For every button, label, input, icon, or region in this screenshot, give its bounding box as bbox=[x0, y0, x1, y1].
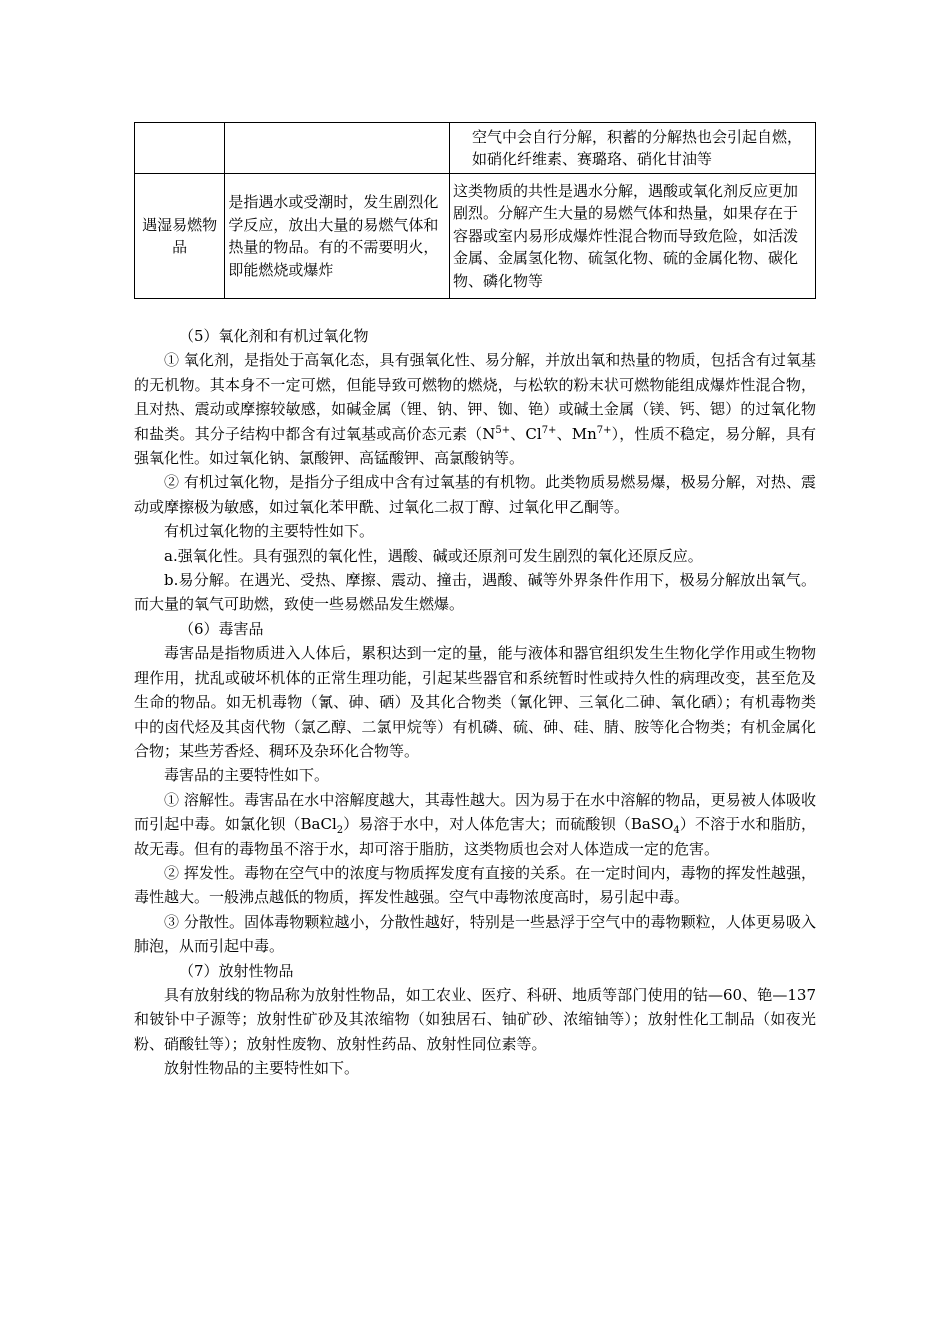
table-row bbox=[135, 123, 816, 174]
paragraph: 毒害品的主要特性如下。 bbox=[164, 766, 330, 785]
paragraph: ① 氧化剂，是指处于高氧化态，具有强氧化性、易分解，并放出氧和热量的物质，包括含有过氧基的无机物。其本身不一定可燃，但能导致可燃物的燃烧，与松软的粉末状可燃物能组成爆炸性混合物，且对热、震动或摩擦较敏感，如碱金属（锂、钠、钾、铷、铯）或碱土金属（镁、钙、锶）的过氧化物和盐类。其分子结构中都含有过氧基或高价态元素（$N^{5+}$、$Cl^{7+}$、$Mn^{7+}$），性质不稳定，易分解，具有强氧化性。如过氧化钠、氯酸钾、高锰酸钾、高氯酸钠等。 bbox=[134, 351, 816, 468]
paragraph: b.易分解。在遇光、受热、摩擦、震动、撞击，遇酸、碱等外界条件作用下，极易分解放出氧气。而大量的氧气可助燃，致使一些易燃品发生燃爆。 bbox=[134, 571, 816, 614]
document-body bbox=[134, 324, 816, 1081]
paragraph: ② 挥发性。毒物在空气中的浓度与物质挥发度有直接的关系。在一定时间内，毒物的挥发性越强，毒性越大。一般沸点越低的物质，挥发性越强。空气中毒物浓度高时，易引起中毒。 bbox=[134, 863, 816, 907]
paragraph: 有机过氧化物的主要特性如下。 bbox=[164, 522, 375, 541]
paragraph: 具有放射线的物品称为放射性物品，如工农业、医疗、科研、地质等部门使用的钴—60、铯—137和铍钋中子源等；放射性矿砂及其浓缩物（如独居石、铀矿砂、浓缩铀等）；放射性化工制品（如夜光粉、硝酸钍等）；放射性废物、放射性药品、放射性同位素等。 bbox=[134, 985, 816, 1053]
table-row bbox=[135, 174, 816, 299]
section-heading: （7）放射性物品 bbox=[179, 961, 294, 980]
table-cell-category: 遇湿易燃物品 bbox=[135, 174, 225, 299]
table-cell-definition: 是指遇水或受潮时，发生剧烈化学反应，放出大量的易燃气体和热量的物品。有的不需要明火，即能燃烧或爆炸 bbox=[225, 174, 450, 299]
hazard-table bbox=[134, 122, 816, 299]
section-heading: （6）毒害品 bbox=[179, 619, 264, 638]
paragraph: ③ 分散性。固体毒物颗粒越小，分散性越好，特别是一些悬浮于空气中的毒物颗粒，人体更易吸入肺泡，从而引起中毒。 bbox=[134, 912, 816, 956]
paragraph: 毒害品是指物质进入人体后，累积达到一定的量，能与液体和器官组织发生生物化学作用或生物物理作用，扰乱或破坏机体的正常生理功能，引起某些器官和系统暂时性或持久性的病理改变，甚至危及生命的物品。如无机毒物（氰、砷、硒）及其化合物类（氰化钾、三氧化二砷、氧化硒）；有机毒物类中的卤代烃及其卤代物（氯乙醇、二氯甲烷等）有机磷、硫、砷、硅、腈、胺等化合物类；有机金属化合物；某些芳香烃、稠环及杂环化合物等。 bbox=[134, 644, 816, 760]
paragraph: ① 溶解性。毒害品在水中溶解度越大，其毒性越大。因为易于在水中溶解的物品，更易被人体吸收而引起中毒。如氯化钡（BaCl$_2$）易溶于水中，对人体危害大；而硫酸钡（BaSO$_4$）不溶于水和脂肪，故无毒。但有的毒物虽不溶于水，却可溶于脂肪，这类物质也会对人体造成一定的危害。 bbox=[134, 790, 816, 858]
section-heading: （5）氧化剂和有机过氧化物 bbox=[179, 327, 369, 345]
table-cell-characteristics: 这类物质的共性是遇水分解，遇酸或氧化剂反应更加剧烈。分解产生大量的易燃气体和热量，如果存在于容器或室内易形成爆炸性混合物而导致危险，如活泼金属、金属氢化物、硫氢化物、硫的金属化物、碳化物、磷化物等 bbox=[450, 174, 816, 299]
paragraph: a.强氧化性。具有强烈的氧化性，遇酸、碱或还原剂可发生剧烈的氧化还原反应。 bbox=[164, 546, 703, 565]
table-cell-characteristics: 空气中会自行分解，积蓄的分解热也会引起自燃，如硝化纤维素、赛璐珞、硝化甘油等 bbox=[450, 123, 816, 174]
paragraph: ② 有机过氧化物，是指分子组成中含有过氧基的有机物。此类物质易燃易爆，极易分解，对热、震动或摩擦极为敏感，如过氧化苯甲酰、过氧化二叔丁醇、过氧化甲乙酮等。 bbox=[134, 473, 816, 516]
paragraph: 放射性物品的主要特性如下。 bbox=[164, 1059, 360, 1078]
table-cell-category bbox=[135, 123, 225, 174]
table-cell-definition bbox=[225, 123, 450, 174]
